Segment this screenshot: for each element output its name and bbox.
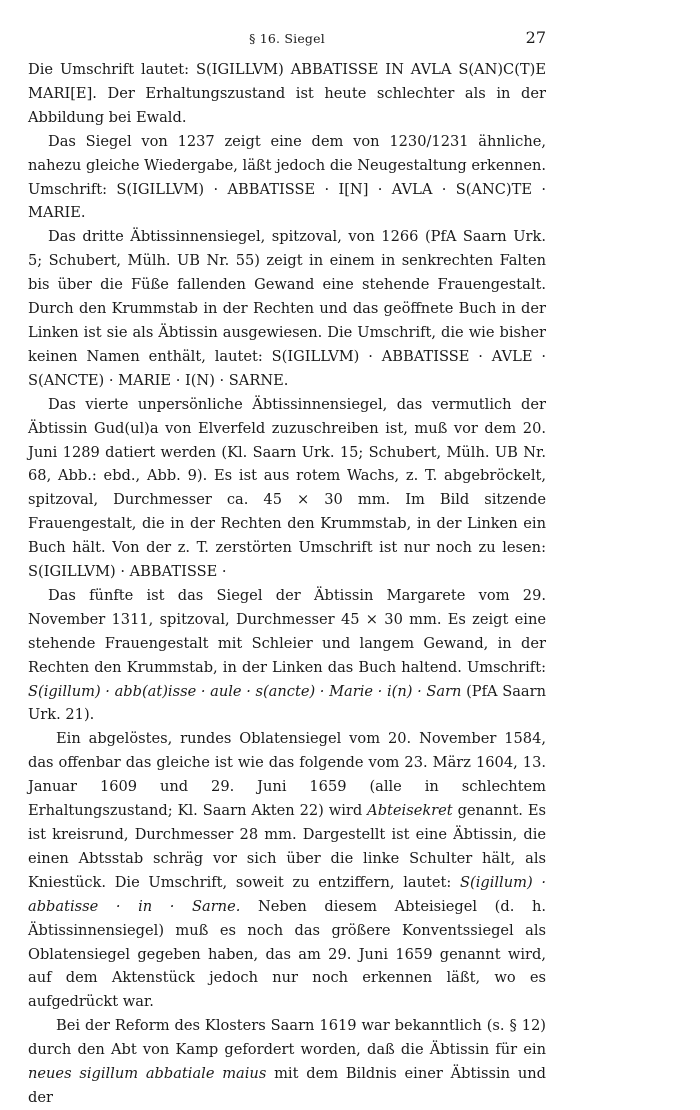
paragraph: [28, 1014, 546, 1110]
paragraph: [28, 225, 546, 392]
text-run: mit dem Bildnis einer Äbtissin und der: [28, 1065, 546, 1106]
text-run: Das Siegel von 1237 zeigt eine dem von 1230/1231 ähnliche, nahezu gleiche Wiedergabe, läßt jedoch die Neugestaltung erkennen. Umschrift: S(IGILLVM) · ABBATISSE · I[N] · AVLA · S(ANC)TE · MARIE.: [28, 132, 546, 222]
italic-text: S(igillum) · abbatisse · in · Sarne.: [28, 873, 546, 915]
text-run: Das fünfte ist das Siegel der Äbtissin Margarete vom 29. November 1311, spitzoval, Durchmesser 45 × 30 mm. Es zeigt eine stehende Frauengestalt mit Schleier und langem Gewand, in der Rechten den Krummstab, in der Linken das Buch haltend. Umschrift:: [28, 586, 546, 676]
text-run: Ein abgelöstes, rundes Oblatensiegel vom 20. November 1584, das offenbar das gleiche ist wie das folgende vom 23. März 1604, 13. Januar 1609 und 29. Juni 1659 (alle in schlechtem Erhaltungszustand; Kl. Saarn Akten 22) wird: [28, 730, 546, 820]
text-run: Das vierte unpersönliche Äbtissinnensiegel, das vermutlich der Äbtissin Gud(ul)a von Elverfeld zuzuschreiben ist, muß vor dem 20. Juni 1289 datiert werden (Kl. Saarn Urk. 15; Schubert, Mülh. UB Nr. 68, Abb.: ebd., Abb. 9). Es ist aus rotem Wachs, z. T. abgebröckelt, spitzoval, Durchmesser ca. 45 × 30 mm. Im Bild sitzende Frauengestalt, die in der Rechten den Krummstab, in der Linken ein Buch hält. Von der z. T. zerstörten Umschrift ist nur noch zu lesen: S(IGILLVM) · ABBATISSE ·: [28, 395, 546, 581]
italic-text: neues sigillum abbatiale maius: [28, 1065, 267, 1083]
paragraph: [28, 584, 546, 727]
italic-text: S(igillum) · abb(at)isse · aule · s(ancte) · Marie · i(n) · Sarn: [28, 682, 462, 700]
paragraph: [28, 393, 546, 584]
paragraph: [28, 58, 546, 130]
text-run: (PfA Saarn Urk. 21).: [28, 682, 546, 724]
section-title: § 16. Siegel: [249, 31, 325, 46]
paragraph: [28, 130, 546, 226]
italic-text: Abteisekret: [367, 802, 453, 820]
body-text: [28, 58, 546, 1110]
text-run: Neben diesem Abteisiegel (d. h. Äbtissinnensiegel) muß es noch das größere Konventssiegel als Oblatensiegel gegeben haben, das am 29. Juni 1659 genannt wird, auf dem Aktenstück jedoch nur noch erkennen läßt, wo es aufgedrückt war.: [28, 897, 546, 1011]
document-page: [28, 28, 546, 1110]
paragraph: [28, 727, 546, 1014]
text-run: Die Umschrift lautet: S(IGILLVM) ABBATISSE IN AVLA S(AN)C(T)E MARI[E]. Der Erhaltungszustand ist heute schlechter als in der Abbildung bei Ewald.: [28, 61, 546, 126]
text-run: genannt. Es ist kreisrund, Durchmesser 28 mm. Dargestellt ist eine Äbtissin, die einen Abtsstab schräg vor sich über die linke Schulter hält, als Kniestück. Die Umschrift, soweit zu entziffern, lautet:: [28, 802, 546, 891]
text-run: Das dritte Äbtissinnensiegel, spitzoval, von 1266 (PfA Saarn Urk. 5; Schubert, Mülh. UB Nr. 55) zeigt in einem in senkrechten Falten bis über die Füße fallenden Gewand eine stehende Frauengestalt. Durch den Krummstab in der Rechten und das geöffnete Buch in der Linken ist sie als Äbtissin ausgewiesen. Die Umschrift, die wie bisher keinen Namen enthält, lautet: S(IGILLVM) · ABBATISSE · AVLE · S(ANCTE) · MARIE · I(N) · SARNE.: [28, 228, 546, 389]
running-header: [28, 28, 546, 50]
page-number: 27: [525, 28, 546, 47]
text-run: Bei der Reform des Klosters Saarn 1619 war bekanntlich (s. § 12) durch den Abt von Kamp gefordert worden, daß die Äbtissin für ein: [28, 1017, 546, 1059]
